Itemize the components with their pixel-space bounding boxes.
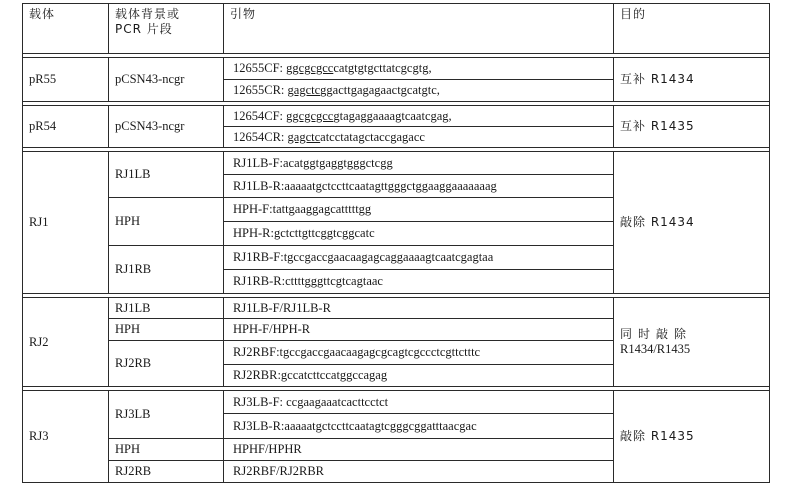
purpose-cell: 互补 R1435 xyxy=(614,106,770,148)
primer-cell: HPH-F/HPH-R xyxy=(224,319,614,341)
primer-name: 12654CR: xyxy=(233,129,288,144)
header-vector: 载体 xyxy=(23,4,109,54)
purpose-cell: 敲除 R1434 xyxy=(614,152,770,294)
background-cell: pCSN43-ncgr xyxy=(109,106,224,148)
primer-table xyxy=(22,3,770,483)
primer-name: 12654CF: xyxy=(233,108,287,123)
primer-name: 12655CR: xyxy=(233,83,288,97)
restriction-site: gagctc xyxy=(287,83,321,97)
restriction-site: ggcgcgcc xyxy=(286,108,334,123)
table-row xyxy=(23,106,770,127)
purpose-line2: R1434/R1435 xyxy=(620,342,691,356)
restriction-site: ggcgcgcc xyxy=(286,61,334,75)
header-background xyxy=(109,4,224,54)
background-cell: pCSN43-ncgr xyxy=(109,58,224,102)
primer-cell: RJ3LB-F: ccgaagaaatcacttcctct xyxy=(224,391,614,414)
table-row xyxy=(23,298,770,319)
primer-cell xyxy=(224,80,614,102)
table-row xyxy=(23,391,770,414)
header-purpose: 目的 xyxy=(614,4,770,54)
segment-cell: RJ2RB xyxy=(109,341,224,387)
purpose-cell: 敲除 R1435 xyxy=(614,391,770,483)
segment-cell: HPH xyxy=(109,439,224,461)
vector-cell: RJ1 xyxy=(23,152,109,294)
header-background-line1: 载体背景或 xyxy=(115,7,181,21)
primer-name: 12655CF: xyxy=(233,61,287,75)
header-background-line2: PCR 片段 xyxy=(115,22,173,36)
purpose-cell xyxy=(614,298,770,387)
header-row xyxy=(23,4,770,54)
primer-sequence: gtagaggaaaagtcaatcgag, xyxy=(333,108,452,123)
primer-cell xyxy=(224,127,614,148)
purpose-line1: 同时敲除 xyxy=(620,327,693,341)
vector-cell: pR55 xyxy=(23,58,109,102)
primer-sequence: catgtgtgcttatcgcgtg, xyxy=(333,61,432,75)
primer-cell: RJ2RBF:tgccgaccgaacaagagcgcagtcgccctcgttctttc xyxy=(224,341,614,365)
primer-cell: RJ3LB-R:aaaaatgctccttcaatagtcgggcggatttaacgac xyxy=(224,414,614,439)
vector-cell: RJ2 xyxy=(23,298,109,387)
primer-cell: RJ2RBF/RJ2RBR xyxy=(224,461,614,483)
primer-cell: HPH-F:tattgaaggagcatttttgg xyxy=(224,198,614,222)
segment-cell: RJ1LB xyxy=(109,152,224,198)
restriction-site: gagctc xyxy=(287,129,321,144)
vector-cell: pR54 xyxy=(23,106,109,148)
table-row xyxy=(23,58,770,80)
primer-cell: RJ1RB-R:cttttgggttcgtcagtaac xyxy=(224,270,614,294)
primer-cell: RJ1LB-F:acatggtgaggtgggctcgg xyxy=(224,152,614,175)
primer-cell: HPHF/HPHR xyxy=(224,439,614,461)
segment-cell: RJ3LB xyxy=(109,391,224,439)
segment-cell: RJ2RB xyxy=(109,461,224,483)
primer-sequence: atcctatagctaccgagacc xyxy=(320,129,425,144)
segment-cell: HPH xyxy=(109,198,224,246)
segment-cell: RJ1LB xyxy=(109,298,224,319)
table-row xyxy=(23,152,770,175)
primer-cell: HPH-R:gctcttgttcggtcggcatc xyxy=(224,222,614,246)
vector-cell: RJ3 xyxy=(23,391,109,483)
primer-cell: RJ1RB-F:tgccgaccgaacaagagcaggaaaagtcaatcgagtaa xyxy=(224,246,614,270)
primer-cell: RJ2RBR:gccatcttccatggccagag xyxy=(224,365,614,387)
primer-sequence: ggacttgagagaactgcatgtc, xyxy=(320,83,440,97)
primer-cell xyxy=(224,106,614,127)
primer-cell: RJ1LB-R:aaaaatgctccttcaatagttgggctggaaggaaaaaaag xyxy=(224,175,614,198)
primer-cell: RJ1LB-F/RJ1LB-R xyxy=(224,298,614,319)
segment-cell: RJ1RB xyxy=(109,246,224,294)
purpose-cell: 互补 R1434 xyxy=(614,58,770,102)
segment-cell: HPH xyxy=(109,319,224,341)
header-primer: 引物 xyxy=(224,4,614,54)
primer-cell xyxy=(224,58,614,80)
